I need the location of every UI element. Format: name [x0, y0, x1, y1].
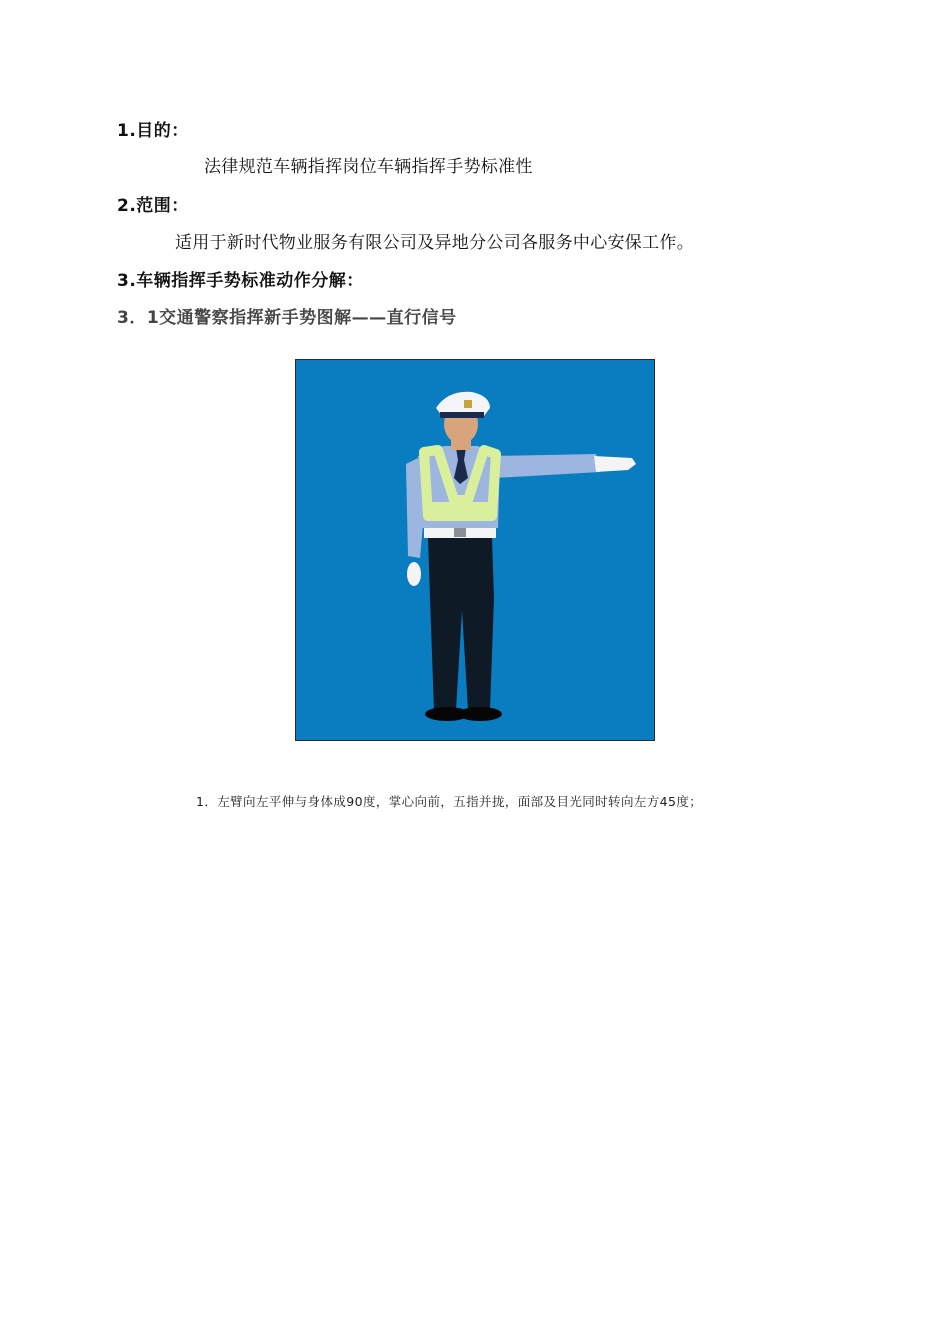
police-officer-illustration: [296, 360, 654, 740]
section-2-heading: 2.范围：: [117, 196, 189, 216]
subsection-3-1-heading: 3．1交通警察指挥新手势图解——直行信号: [117, 308, 457, 328]
traffic-police-gesture-figure: [295, 359, 655, 741]
section-1-body: 法律规范车辆指挥岗位车辆指挥手势标准性: [204, 157, 533, 177]
section-2-body: 适用于新时代物业服务有限公司及异地分公司各服务中心安保工作。: [175, 233, 694, 253]
figure-caption: 1．左臂向左平伸与身体成90度，掌心向前，五指并拢，面部及目光同时转向左方45度；: [196, 794, 703, 809]
section-3-heading: 3.车辆指挥手势标准动作分解：: [117, 271, 364, 291]
section-1-heading: 1.目的：: [117, 121, 189, 141]
